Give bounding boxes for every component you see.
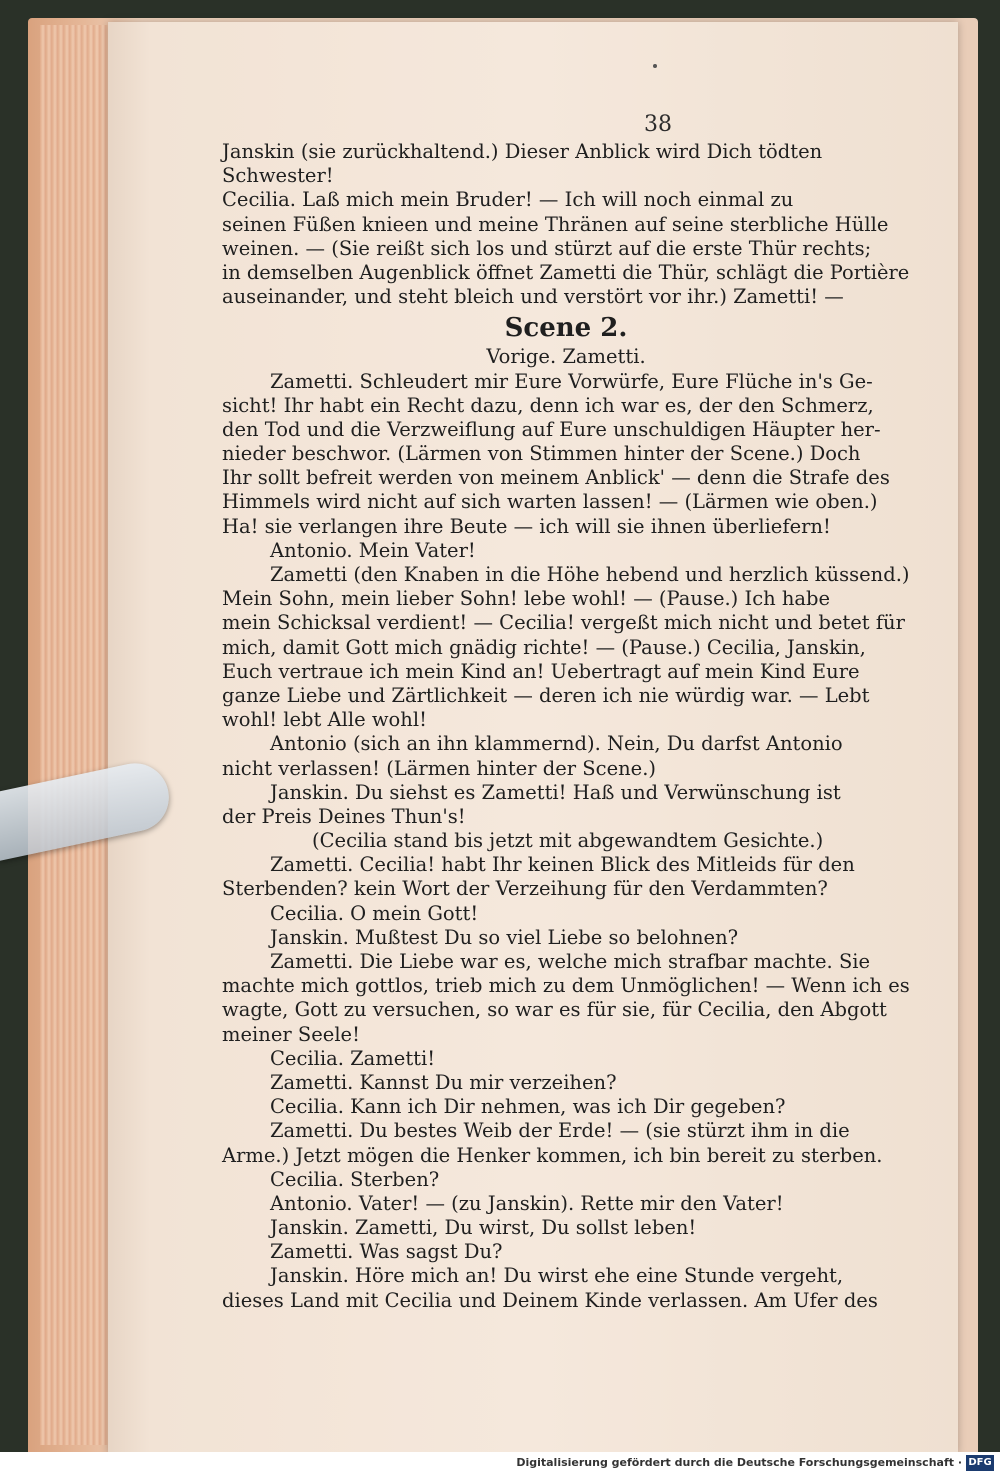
text-line: Vorige. Zametti. xyxy=(486,345,646,369)
text-line: nicht verlassen! (Lärmen hinter der Scene.) xyxy=(222,756,657,780)
text-line: dieses Land mit Cecilia und Deinem Kinde verlassen. Am Ufer des xyxy=(222,1288,878,1312)
text-line: Ihr sollt befreit werden von meinem Anblick' — denn die Strafe des xyxy=(222,466,890,490)
text-line: weinen. — (Sie reißt sich los und stürzt auf die erste Thür rechts; xyxy=(222,236,872,260)
text-line: Ha! sie verlangen ihre Beute — ich will sie ihnen überliefern! xyxy=(222,514,831,538)
text-line: Zametti. Kannst Du mir verzeihen? xyxy=(270,1070,617,1094)
text-line: Zametti. Schleudert mir Eure Vorwürfe, Eure Flüche in's Ge- xyxy=(270,369,873,393)
text-line: Zametti. Die Liebe war es, welche mich strafbar machte. Sie xyxy=(270,950,871,973)
text-line: Schwester! xyxy=(222,164,334,188)
text-line: Zametti (den Knaben in die Höhe hebend und herzlich küssend.) xyxy=(270,563,910,586)
digitization-footer xyxy=(0,1452,1000,1475)
text-line: meiner Seele! xyxy=(222,1022,360,1046)
text-line: mich, damit Gott mich gnädig richte! — (Pause.) Cecilia, Janskin, xyxy=(222,635,866,659)
text-line: Janskin. Höre mich an! Du wirst ehe eine Stunde vergeht, xyxy=(270,1264,844,1288)
scene-heading: Scene 2. xyxy=(504,313,628,344)
text-line: Himmels wird nicht auf sich warten lassen! — (Lärmen wie oben.) xyxy=(222,490,878,514)
text-line: Euch vertraue ich mein Kind an! Uebertragt auf mein Kind Eure xyxy=(222,659,860,683)
text-line: Cecilia. Zametti! xyxy=(270,1046,436,1070)
text-line: den Tod und die Verzweiflung auf Eure unschuldigen Häupter her- xyxy=(222,417,881,441)
text-line: Cecilia. Sterben? xyxy=(270,1167,440,1191)
text-line: machte mich gottlos, trieb mich zu dem Unmöglichen! — Wenn ich es xyxy=(222,974,910,998)
text-line: Antonio (sich an ihn klammernd). Nein, Du darfst Antonio xyxy=(270,732,843,756)
text-line: Janskin (sie zurückhaltend.) Dieser Anblick wird Dich tödten xyxy=(222,140,823,163)
text-line: in demselben Augenblick öffnet Zametti die Thür, schlägt die Portière xyxy=(222,260,910,284)
text-line: ganze Liebe und Zärtlichkeit — deren ich nie würdig war. — Lebt xyxy=(222,683,870,707)
text-line: Janskin. Mußtest Du so viel Liebe so belohnen? xyxy=(270,925,739,949)
text-line: auseinander, und steht bleich und verstört vor ihr.) Zametti! — xyxy=(222,285,844,309)
text-line: Janskin. Zametti, Du wirst, Du sollst leben! xyxy=(270,1216,697,1240)
text-line: Cecilia. O mein Gott! xyxy=(270,901,479,925)
text-line: Zametti. Cecilia! habt Ihr keinen Blick des Mitleids für den xyxy=(270,853,855,877)
text-line: Cecilia. Laß mich mein Bruder! — Ich will noch einmal zu xyxy=(222,188,794,212)
book-page-edges xyxy=(40,25,110,1445)
text-line: Zametti. Was sagst Du? xyxy=(270,1240,503,1264)
ink-dot xyxy=(653,64,657,68)
funding-credit: Digitalisierung gefördert durch die Deutsche Forschungsgemeinschaft · xyxy=(516,1456,962,1469)
text-line: wagte, Gott zu versuchen, so war es für sie, für Cecilia, den Abgott xyxy=(222,998,887,1022)
page-number: 38 xyxy=(644,112,672,137)
text-line: seinen Füßen knieen und meine Thränen auf seine sterbliche Hülle xyxy=(222,212,889,236)
page-text-block xyxy=(222,140,910,1313)
text-line: Antonio. Vater! — (zu Janskin). Rette mir den Vater! xyxy=(270,1191,784,1215)
text-line: (Cecilia stand bis jetzt mit abgewandtem Gesichte.) xyxy=(312,829,824,853)
text-line: Sterbenden? kein Wort der Verzeihung für den Verdammten? xyxy=(222,877,828,901)
text-line: nieder beschwor. (Lärmen von Stimmen hinter der Scene.) Doch xyxy=(222,442,861,466)
text-line: Arme.) Jetzt mögen die Henker kommen, ich bin bereit zu sterben. xyxy=(222,1143,883,1167)
text-line: wohl! lebt Alle wohl! xyxy=(222,708,427,732)
text-line: sicht! Ihr habt ein Recht dazu, denn ich war es, der den Schmerz, xyxy=(222,393,874,417)
text-line: Zametti. Du bestes Weib der Erde! — (sie stürzt ihm in die xyxy=(270,1119,850,1143)
dfg-logo: DFG xyxy=(966,1455,994,1471)
text-line: Mein Sohn, mein lieber Sohn! lebe wohl! — (Pause.) Ich habe xyxy=(222,587,831,611)
text-line: der Preis Deines Thun's! xyxy=(222,804,466,828)
text-line: Cecilia. Kann ich Dir nehmen, was ich Dir gegeben? xyxy=(270,1095,786,1119)
text-line: Antonio. Mein Vater! xyxy=(270,538,476,562)
text-line: mein Schicksal verdient! — Cecilia! vergeßt mich nicht und betet für xyxy=(222,611,905,635)
text-line: Janskin. Du siehst es Zametti! Haß und Verwünschung ist xyxy=(270,780,841,804)
